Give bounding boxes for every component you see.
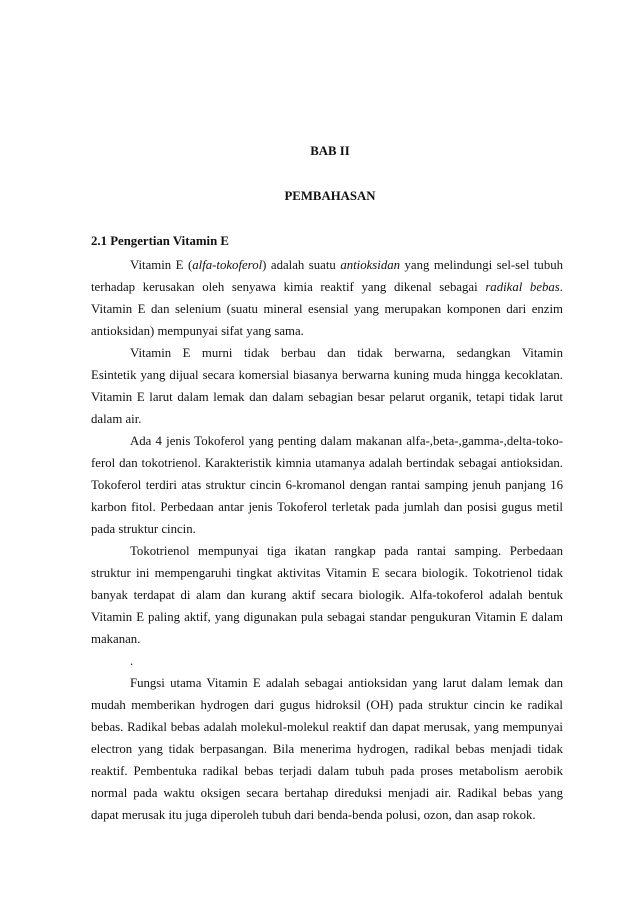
paragraph	[91, 650, 563, 672]
text-line: antioksidan) mempunyai sifat yang sama.	[91, 324, 304, 338]
document-body	[91, 230, 563, 826]
italic-term: alfa-tokoferol	[192, 258, 263, 272]
italic-term: antioksidan	[340, 258, 401, 272]
text-line: Vitamin E paling aktif, yang digunakan pula sebagai standar pengukuran Vitamin E dalam	[91, 610, 563, 624]
text-line	[91, 254, 563, 276]
text-segment: terhadap kerusakan oleh senyawa kimia reaktif yang dikenal sebagai	[91, 280, 486, 294]
text-line: dapat merusak itu juga diperoleh tubuh dari benda-benda polusi, ozon, dan asap rokok.	[91, 808, 536, 822]
paragraph	[91, 342, 563, 430]
text-line: karbon fitol. Perbedaan antar jenis Tokoferol terletak pada jumlah dan posisi gugus metil	[91, 500, 563, 514]
text-line: electron yang tidak berpasangan. Bila menerima hydrogen, radikal bebas menjadi tidak	[91, 742, 563, 756]
text-line: banyak terdapat di alam dan kurang aktif secara biologik. Alfa-tokoferol adalah bentuk	[91, 588, 563, 602]
text-line: struktur ini mempengaruhi tingkat aktivitas Vitamin E secara biologik. Tokotrienol tidak	[91, 566, 563, 580]
text-line: Tokoferol terdiri atas struktur cincin 6-kromanol dengan rantai samping jenuh panjang 16	[91, 478, 563, 492]
text-segment: ) adalah suatu	[262, 258, 341, 272]
paragraph	[91, 540, 563, 650]
section-heading: 2.1 Pengertian Vitamin E	[91, 234, 229, 248]
text-line: dalam air.	[91, 412, 142, 426]
paragraph	[91, 254, 563, 342]
text-line: mudah memberikan hydrogen dari gugus hidroksil (OH) pada struktur cincin ke radikal	[91, 698, 563, 712]
text-line: Ada 4 jenis Tokoferol yang penting dalam makanan alfa-,beta-,gamma-,delta-toko-	[130, 434, 563, 448]
text-line: Vitamin E dan selenium (suatu mineral esensial yang merupakan komponen dari enzim	[91, 302, 563, 316]
italic-term: radikal bebas	[485, 280, 560, 294]
text-line: reaktif. Pembentuka radikal bebas terjadi dalam tubuh pada proses metabolism aerobik	[91, 764, 563, 778]
text-line: Fungsi utama Vitamin E adalah sebagai antioksidan yang larut dalam lemak dan	[130, 676, 563, 690]
chapter-label: BAB II	[310, 144, 350, 158]
paragraph	[91, 672, 563, 826]
text-line: makanan.	[91, 632, 141, 646]
text-line: Vitamin E larut dalam lemak dan dalam sebagian besar pelarut organik, tetapi tidak larut	[91, 390, 563, 404]
chapter-title: PEMBAHASAN	[284, 189, 376, 203]
text-line: .	[130, 654, 134, 668]
text-segment: Vitamin E (	[130, 258, 193, 272]
paragraph	[91, 430, 563, 540]
text-line: bebas. Radikal bebas adalah molekul-molekul reaktif dan dapat merusak, yang mempunyai	[91, 720, 563, 734]
text-line: normal pada waktu oksigen secara bertahap direduksi menjadi air. Radikal bebas yang	[91, 786, 563, 800]
text-line: Vitamin E murni tidak berbau dan tidak berwarna, sedangkan Vitamin	[130, 346, 563, 360]
text-line: Tokotrienol mempunyai tiga ikatan rangkap pada rantai samping. Perbedaan	[130, 544, 563, 558]
text-segment: yang melindungi sel-sel tubuh	[400, 258, 563, 272]
text-line: ferol dan tokotrienol. Karakteristik kimnia utamanya adalah bertindak sebagai antioksidan.	[91, 456, 563, 470]
text-line: Esintetik yang dijual secara komersial biasanya berwarna kuning muda hingga kecoklatan.	[91, 368, 563, 382]
text-line	[91, 276, 563, 298]
text-line: pada struktur cincin.	[91, 522, 196, 536]
text-segment: .	[559, 280, 563, 294]
